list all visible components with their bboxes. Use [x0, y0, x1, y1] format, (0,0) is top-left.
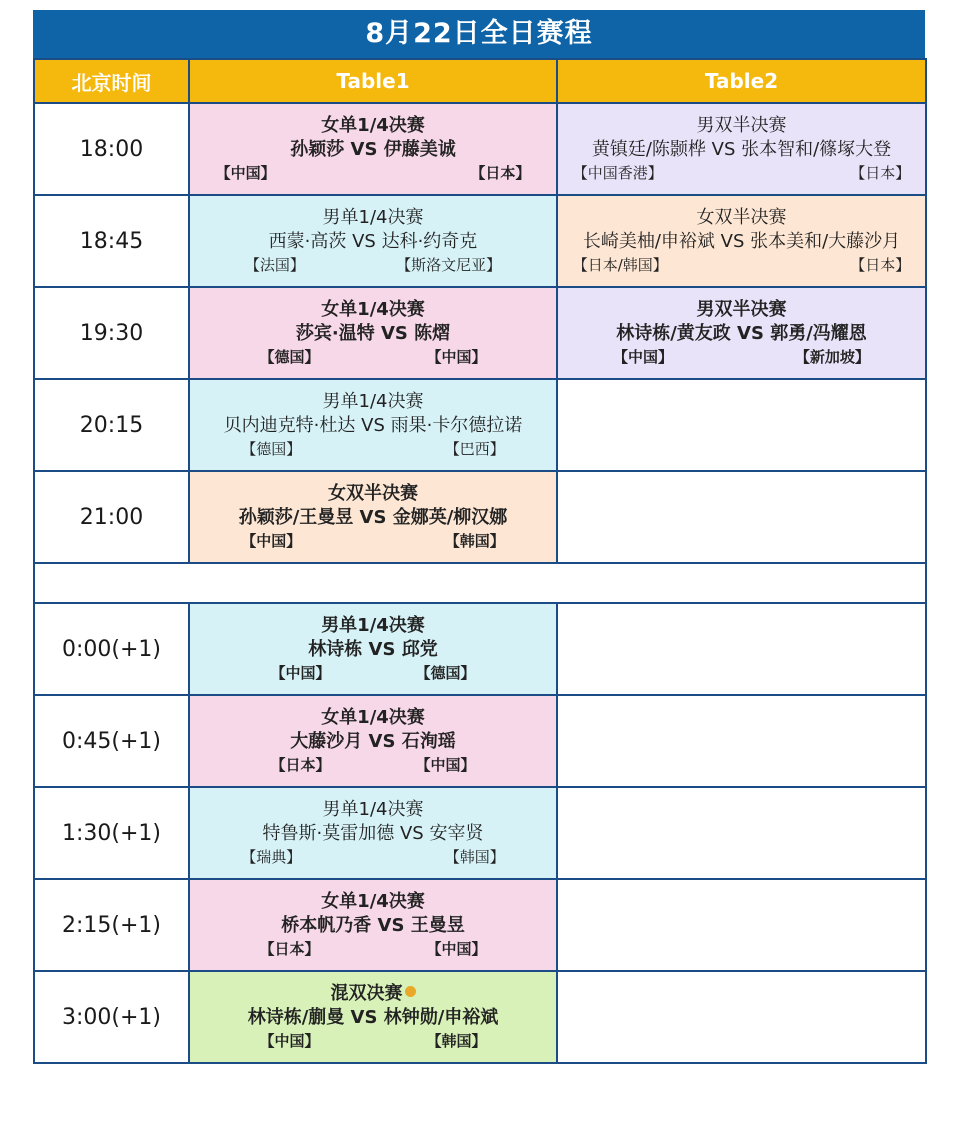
nation-right: 【斯洛文尼亚】 — [396, 256, 502, 274]
table-row — [34, 287, 926, 379]
event-name: 男单1/4决赛 — [321, 615, 425, 636]
nation-right: 【中国】 — [426, 348, 487, 366]
table-row — [34, 379, 926, 471]
event-name: 女单1/4决赛 — [321, 707, 425, 728]
match-time: 19:30 — [34, 287, 189, 379]
matchup: 长崎美柚/申裕斌 VS 张本美和/大藤沙月 — [582, 231, 901, 252]
nation-left: 【中国】 — [259, 1032, 320, 1050]
nation-left: 【日本】 — [270, 756, 331, 774]
header-table1: Table1 — [189, 59, 557, 103]
table-row — [34, 695, 926, 787]
table2-empty — [557, 603, 926, 695]
nation-left: 【瑞典】 — [241, 848, 302, 866]
nation-right: 【日本】 — [850, 164, 911, 182]
table2-empty — [557, 971, 926, 1063]
table1-match — [189, 195, 557, 287]
table2-empty — [557, 879, 926, 971]
table2-empty — [557, 695, 926, 787]
nation-left: 【德国】 — [241, 440, 302, 458]
table-row — [34, 971, 926, 1063]
match-time: 0:45(+1) — [34, 695, 189, 787]
table-row — [34, 603, 926, 695]
nation-right: 【韩国】 — [444, 532, 505, 550]
table1-match — [189, 471, 557, 563]
gold-medal-icon — [405, 986, 416, 997]
header-time: 北京时间 — [34, 59, 189, 103]
nation-left: 【中国】 — [270, 664, 331, 682]
table1-match — [189, 695, 557, 787]
nation-right: 【韩国】 — [444, 848, 505, 866]
match-time: 0:00(+1) — [34, 603, 189, 695]
nation-left: 【日本/韩国】 — [572, 256, 668, 274]
nation-right: 【巴西】 — [444, 440, 505, 458]
table1-match — [189, 103, 557, 195]
nation-left: 【日本】 — [259, 940, 320, 958]
header-row — [34, 59, 926, 103]
event-name: 女双半决赛 — [696, 207, 787, 228]
matchup: 林诗栋/蒯曼 VS 林钟勋/申裕斌 — [247, 1007, 499, 1028]
nation-right: 【中国】 — [415, 756, 476, 774]
matchup: 林诗栋/黄友政 VS 郭勇/冯耀恩 — [616, 323, 867, 344]
schedule-title: 8月22日全日赛程 — [33, 10, 925, 58]
match-time: 18:45 — [34, 195, 189, 287]
table2-empty — [557, 379, 926, 471]
table1-match — [189, 287, 557, 379]
matchup: 莎宾·温特 VS 陈熠 — [295, 323, 451, 344]
table1-match — [189, 787, 557, 879]
matchup: 孙颖莎 VS 伊藤美诚 — [290, 139, 456, 160]
header-table2: Table2 — [557, 59, 926, 103]
matchup: 大藤沙月 VS 石洵瑶 — [290, 731, 456, 752]
match-time: 21:00 — [34, 471, 189, 563]
match-time: 1:30(+1) — [34, 787, 189, 879]
event-name: 男单1/4决赛 — [322, 391, 424, 412]
table-row — [34, 879, 926, 971]
event-name: 女单1/4决赛 — [321, 299, 425, 320]
matchup: 孙颖莎/王曼昱 VS 金娜英/柳汉娜 — [238, 507, 508, 528]
matchup: 特鲁斯·莫雷加德 VS 安宰贤 — [262, 823, 484, 844]
schedule-table — [33, 58, 927, 1064]
matchup: 贝内迪克特·杜达 VS 雨果·卡尔德拉诺 — [223, 415, 523, 436]
nation-left: 【德国】 — [259, 348, 320, 366]
event-name: 男单1/4决赛 — [322, 207, 424, 228]
event-name: 男双半决赛 — [696, 299, 787, 320]
separator-cell — [34, 563, 926, 603]
match-time: 18:00 — [34, 103, 189, 195]
nation-right: 【德国】 — [415, 664, 476, 682]
nation-left: 【中国香港】 — [572, 164, 663, 182]
event-name: 男双半决赛 — [696, 115, 787, 136]
nation-left: 【法国】 — [244, 256, 305, 274]
table2-match — [557, 103, 926, 195]
event-name: 女双半决赛 — [328, 483, 418, 504]
table1-match — [189, 971, 557, 1063]
nation-left: 【中国】 — [613, 348, 674, 366]
table1-match — [189, 879, 557, 971]
table-row — [34, 195, 926, 287]
matchup: 西蒙·高茨 VS 达科·约奇克 — [268, 231, 478, 252]
match-time: 20:15 — [34, 379, 189, 471]
table2-match — [557, 287, 926, 379]
nation-right: 【新加坡】 — [794, 348, 870, 366]
schedule — [33, 10, 925, 1064]
nation-right: 【日本】 — [850, 256, 911, 274]
table2-empty — [557, 787, 926, 879]
nation-right: 【日本】 — [470, 164, 531, 182]
table2-match — [557, 195, 926, 287]
nation-left: 【中国】 — [215, 164, 276, 182]
table-row — [34, 471, 926, 563]
match-time: 2:15(+1) — [34, 879, 189, 971]
event-name: 女单1/4决赛 — [321, 891, 425, 912]
table-row — [34, 103, 926, 195]
match-time: 3:00(+1) — [34, 971, 189, 1063]
matchup: 桥本帆乃香 VS 王曼昱 — [281, 915, 465, 936]
matchup: 林诗栋 VS 邱党 — [308, 639, 438, 660]
event-name: 混双决赛 — [330, 983, 403, 1004]
separator-row — [34, 563, 926, 603]
nation-left: 【中国】 — [241, 532, 302, 550]
table-row — [34, 787, 926, 879]
matchup: 黄镇廷/陈颢桦 VS 张本智和/篠塚大登 — [591, 139, 892, 160]
event-name: 男单1/4决赛 — [322, 799, 424, 820]
table1-match — [189, 379, 557, 471]
nation-right: 【中国】 — [426, 940, 487, 958]
table2-empty — [557, 471, 926, 563]
nation-right: 【韩国】 — [426, 1032, 487, 1050]
table1-match — [189, 603, 557, 695]
event-name: 女单1/4决赛 — [321, 115, 425, 136]
